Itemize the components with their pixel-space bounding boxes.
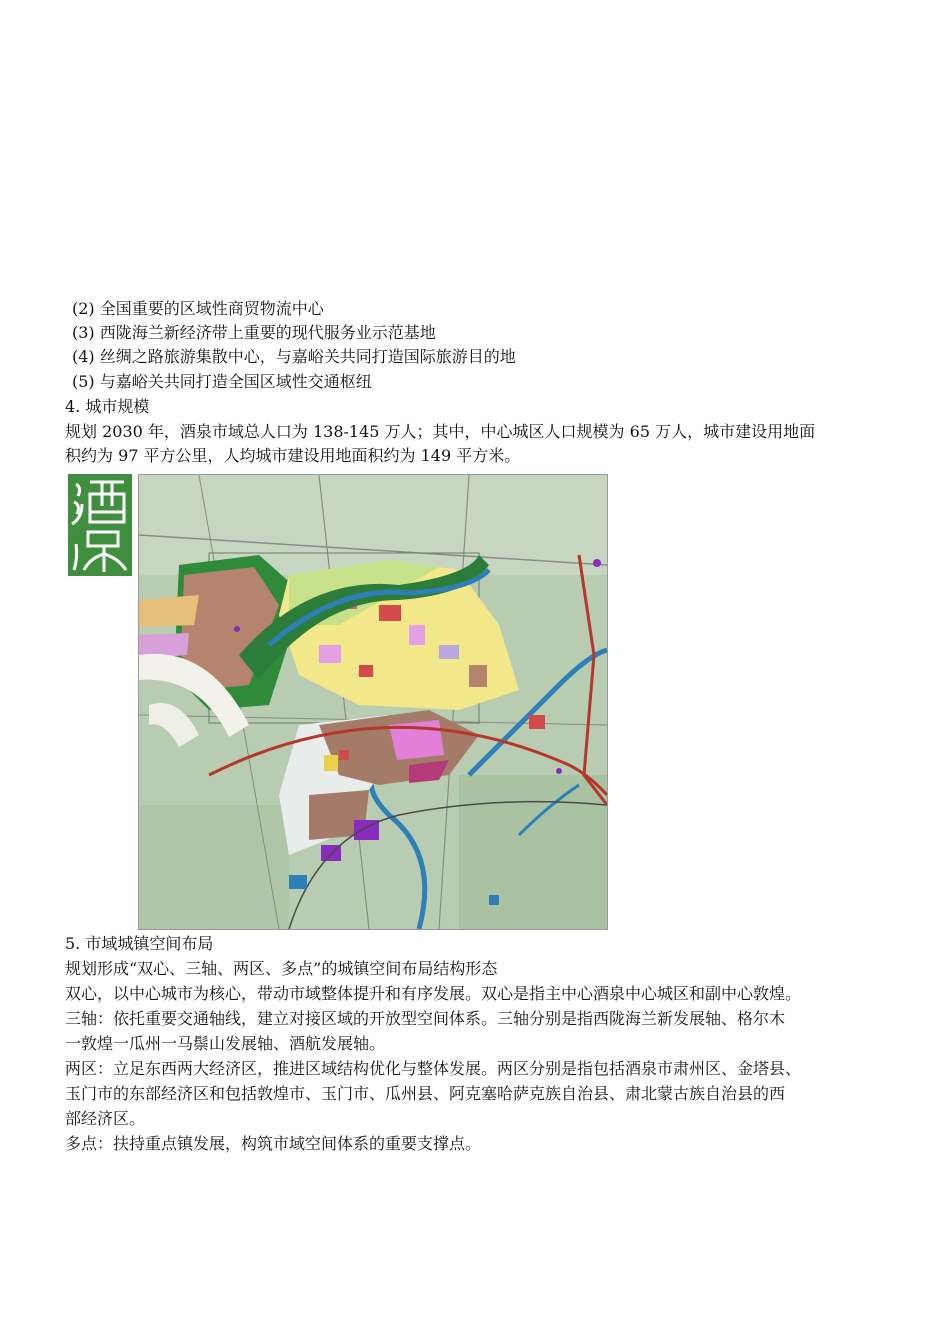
section-5-line-1: 规划形成“双心、三轴、两区、多点”的城镇空间布局结构形态 xyxy=(65,959,498,978)
section-5-line-5: 两区：立足东西两大经济区，推进区域结构优化与整体发展。两区分别是指包括酒泉市肃州区、金塔县、 xyxy=(65,1059,802,1078)
seal-logo xyxy=(68,474,132,576)
section-4-paragraph-line-2: 积约为 97 平方公里，人均城市建设用地面积约为 149 平方米。 xyxy=(65,446,521,465)
list-item-4: (4) 丝绸之路旅游集散中心，与嘉峪关共同打造国际旅游目的地 xyxy=(72,347,516,366)
section-4-heading: 4. 城市规模 xyxy=(65,397,150,416)
list-item-2: (2) 全国重要的区域性商贸物流中心 xyxy=(72,299,324,318)
section-4-paragraph-line-1: 规划 2030 年，酒泉市域总人口为 138-145 万人；其中，中心城区人口规模为 65 万人，城市建设用地面 xyxy=(65,422,816,441)
list-item-3: (3) 西陇海兰新经济带上重要的现代服务业示范基地 xyxy=(72,323,436,342)
section-5-line-4: 一敦煌一瓜州一马鬃山发展轴、酒航发展轴。 xyxy=(65,1034,386,1053)
section-5-line-2: 双心，以中心城市为核心，带动市域整体提升和有序发展。双心是指主中心酒泉中心城区和副中心敦煌。 xyxy=(65,984,802,1003)
section-5-line-8: 多点：扶持重点镇发展，构筑市域空间体系的重要支撑点。 xyxy=(65,1134,482,1153)
section-5-line-6: 玉门市的东部经济区和包括敦煌市、玉门市、瓜州县、阿克塞哈萨克族自治县、肃北蒙古族自治县的西 xyxy=(65,1084,786,1103)
section-5-line-7: 部经济区。 xyxy=(65,1109,146,1128)
section-5-heading: 5. 市域城镇空间布局 xyxy=(65,934,214,953)
city-planning-map xyxy=(138,474,608,930)
list-item-5: (5) 与嘉峪关共同打造全国区域性交通枢纽 xyxy=(72,372,372,391)
section-5-line-3: 三轴：依托重要交通轴线，建立对接区域的开放型空间体系。三轴分别是指西陇海兰新发展轴、格尔木 xyxy=(65,1009,786,1028)
